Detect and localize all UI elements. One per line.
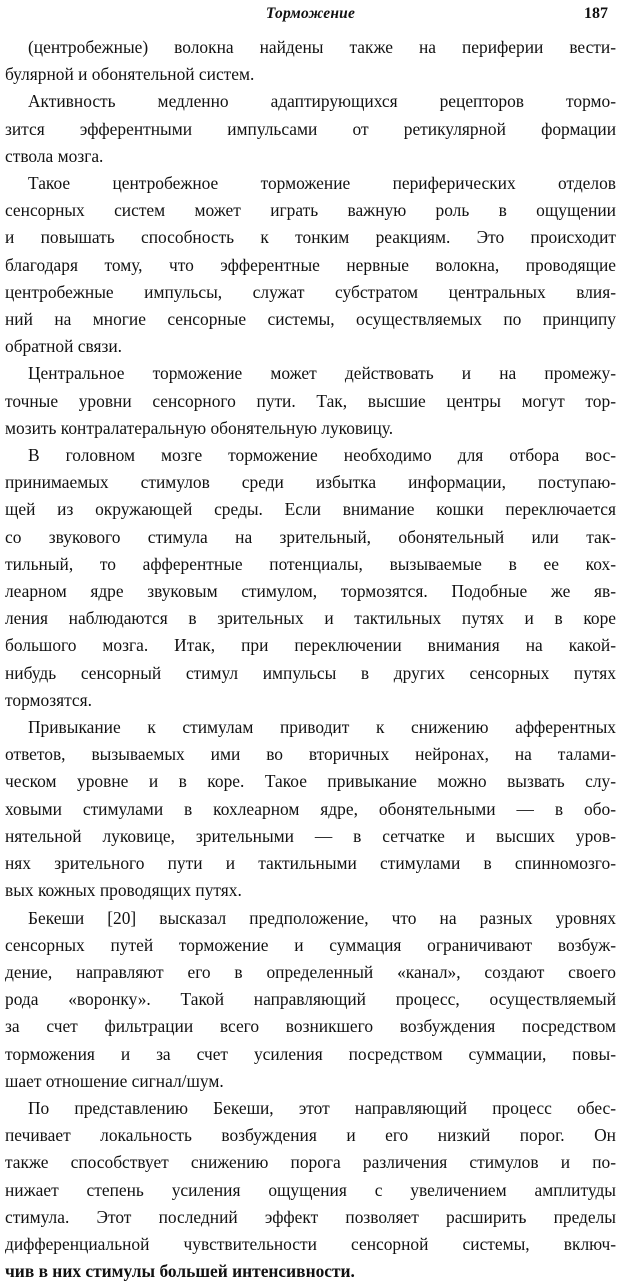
paragraph [5,1095,616,1285]
text-line: В головном мозге торможение необходимо для отбора вос- [28,445,616,466]
text-line: ствола мозга. [5,145,104,166]
text-line: дифференциальной чувствительности сенсорной системы, включ- [5,1233,616,1254]
text-line: рода «воронку». Такой направляющий процесс, осуществляемый [5,989,616,1010]
text-line: вых кожных проводящих путях. [5,880,242,901]
text-line: Такое центробежное торможение периферических отделов [28,173,616,194]
text-line: стимула. Этот последний эффект позволяет расширить пределы [5,1206,616,1227]
text-line: леарном ядре звуковым стимулом, тормозятся. Подобные же яв- [5,581,616,602]
text-line: ления наблюдаются в зрительных и тактильных путях и в коре [5,608,616,629]
paragraph [5,88,616,170]
text-line: за счет фильтрации всего возникшего возбуждения посредством [5,1016,616,1037]
paragraph [5,170,616,360]
text-line: дение, направляют его в определенный «канал», создают своего [5,961,616,982]
paragraph [5,360,616,442]
text-line: зится эфферентными импульсами от ретикулярной формации [5,118,616,139]
text-line: нижает степень усиления ощущения с увеличением амплитуды [5,1179,616,1200]
text-line: центробежные импульсы, служат субстратом центральных влия- [5,281,616,302]
page-number: 187 [584,5,608,22]
text-line: торможения и за счет усиления посредством суммации, повы- [5,1043,616,1064]
text-line: нятельной луковице, зрительными — в сетчатке и высших уров- [5,825,616,846]
text-line: обратной связи. [5,336,122,357]
text-line: и повышать способность к тонким реакциям. Это происходит [5,227,616,248]
paragraph [5,905,616,1095]
text-line: принимаемых стимулов среди избытка информации, поступаю- [5,472,616,493]
text-line: шает отношение сигнал/шум. [5,1070,224,1091]
text-line: ний на многие сенсорные системы, осуществляемых по принципу [5,309,616,330]
text-line: печивает локальность возбуждения и его низкий порог. Он [5,1125,616,1146]
text-line: Бекеши [20] высказал предположение, что на разных уровнях [28,907,616,928]
text-line: нях зрительного пути и тактильными стимулами в спинномозго- [5,853,616,874]
text-line: нибудь сенсорный стимул импульсы в других сенсорных путях [5,662,616,683]
text-line: булярной и обонятельной систем. [5,64,255,85]
text-line: благодаря тому, что эфферентные нервные волокна, проводящие [5,254,616,275]
text-line: Центральное торможение может действовать и на промежу- [28,363,616,384]
running-head [5,4,616,34]
text-line: сенсорных систем может играть важную роль в ощущении [5,200,616,221]
paragraph [5,34,616,88]
text-line: тормозятся. [5,689,92,710]
text-line: со звукового стимула на зрительный, обонятельный или так- [5,526,616,547]
running-title: Торможение [265,5,356,22]
paragraph [5,714,616,904]
text-line: мозить контралатеральную обонятельную луковицу. [5,417,394,438]
text-line: Привыкание к стимулам приводит к снижению афферентных [28,717,616,738]
text-line: также способствует снижению порога различения стимулов и по- [5,1152,616,1173]
text-line: Активность медленно адаптирующихся рецепторов тормо- [28,91,616,112]
text-line: ческом уровне и в коре. Такое привыкание можно вызвать слу- [5,771,616,792]
body-text [5,34,616,1285]
text-line: сенсорных путей торможение и суммация ограничивают возбуж- [5,934,616,955]
text-line: точные уровни сенсорного пути. Так, высшие центры могут тор- [5,390,616,411]
text-line: (центробежные) волокна найдены также на периферии вести- [28,37,616,57]
paragraph [5,442,616,714]
text-line: щей из окружающей среды. Если внимание кошки переключается [5,499,616,520]
text-line: По представлению Бекеши, этот направляющий процесс обес- [28,1097,616,1118]
text-line: ответов, вызываемых ими во вторичных нейронах, на талами- [5,744,616,765]
text-line: чив в них стимулы большей интенсивности. [5,1261,355,1282]
text-line: тильный, то афферентные потенциалы, вызываемые в ее кох- [5,553,616,574]
text-line: большого мозга. Итак, при переключении внимания на какой- [5,635,616,656]
text-line: ховыми стимулами в кохлеарном ядре, обонятельными — в обо- [5,798,616,819]
